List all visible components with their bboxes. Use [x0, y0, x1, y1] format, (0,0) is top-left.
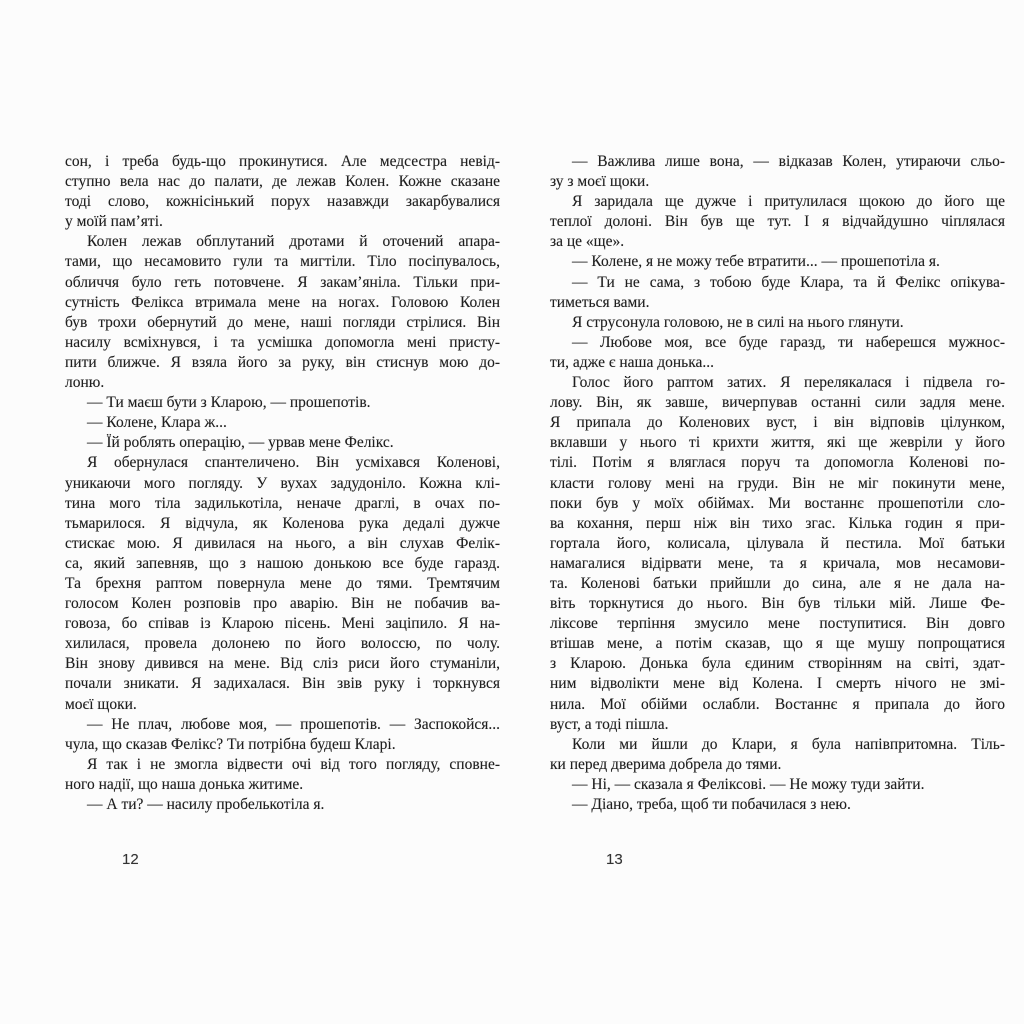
text-line: Коли ми йшли до Клари, я була напівпритомна. Тіль- — [572, 735, 1005, 753]
text-line: зу з моєї щоки. — [550, 173, 650, 191]
text-line: Колен лежав обплутаний дротами й оточений апара- — [87, 233, 500, 251]
text-line: — А ти? — насилу пробелькотіла я. — [87, 796, 325, 813]
text-line: — Колене, я не можу тебе втратити... — прошепотіла я. — [572, 253, 940, 271]
text-line: пити ближче. Я взяла його за руку, він стиснув мою до- — [65, 353, 500, 371]
text-line: — Колене, Клара ж... — [87, 414, 227, 432]
text-line: вуст, а тоді пішла. — [550, 715, 669, 733]
text-line: теплої долоні. Він був ще тут. І я відчайдушно чіплялася — [550, 213, 1005, 231]
text-line: — Ні, — сказала я Феліксові. — Не можу туди зайти. — [572, 775, 925, 793]
text-line: ти, адже є наша донька... — [550, 353, 715, 371]
text-line: Я струсонула головою, не в силі на нього глянути. — [572, 313, 904, 331]
text-line: Я заридала ще дужче і притулилася щокою до його ще — [572, 193, 1005, 211]
text-line: Я так і не змогла відвести очі від того погляду, сповне- — [87, 755, 500, 773]
text-line: моєї щоки. — [65, 695, 137, 713]
text-line: стискає мою. Я дивилася на нього, а він слухав Фелік- — [65, 534, 500, 552]
page-number-right: 13 — [606, 851, 623, 868]
text-line: був трохи обернутий до мене, наші погляди стрілися. Він — [65, 313, 500, 331]
text-line: — Любове моя, все буде гаразд, ти наберешся мужнос- — [572, 333, 1005, 351]
text-line: Та брехня раптом повернула мене до тями. Тремтячим — [65, 574, 500, 592]
page-number-left: 12 — [122, 851, 139, 868]
text-line: — Ти не сама, з тобою буде Клара, та й Фелікс опікува- — [572, 273, 1005, 291]
text-line: почали зникати. Я задихалася. Він звів руку і торкнувся — [65, 675, 500, 693]
text-line: втішав мене, а потім сказав, що я ще мушу попрощатися — [550, 635, 1005, 653]
text-line: — Не плач, любове моя, — прошепотів. — Заспокойся... — [87, 715, 500, 733]
text-line: са, який запевняв, що з нашою донькою все буде гаразд. — [65, 554, 500, 572]
text-line: намагалися відірвати мене, та я кричала, мов несамови- — [550, 554, 1005, 572]
text-line: — Їй роблять операцію, — урвав мене Фелікс. — [87, 434, 394, 452]
text-line: Я припала до Коленових вуст, і він відповів цілунком, — [550, 414, 1005, 432]
text-line: обличчя було геть потовчене. Я закам’яніла. Тільки при- — [65, 273, 500, 291]
text-line: — Важлива лише вона, — відказав Колен, утираючи сльо- — [572, 153, 1005, 170]
text-line: — Ти маєш бути з Кларою, — прошепотів. — [87, 394, 371, 412]
text-line: — Діано, треба, щоб ти побачилася з нею. — [572, 796, 851, 813]
text-line: чула, що сказав Фелікс? Ти потрібна будеш Кларі. — [65, 735, 396, 753]
text-line: тьмарилося. Я відчула, як Коленова рука дедалі дужче — [65, 514, 500, 532]
text-line: уникаючи мого погляду. У вухах задудоніло. Кожна клі- — [65, 474, 500, 492]
text-line: тілі. Потім я вляглася поруч та допомогла Коленові по- — [550, 454, 1005, 472]
text-line: за це «ще». — [550, 233, 625, 251]
text-line: лоню. — [65, 374, 105, 392]
text-line: ного надії, що наша донька житиме. — [65, 775, 304, 793]
text-line: насилу всміхнувся, і та усмішка допомогла мені присту- — [65, 333, 500, 351]
text-line: вклавши у нього ті крихти життя, які ще жевріли у його — [550, 434, 1005, 452]
text-line: ліксове терпіння змусило мене поступитися. Він довго — [550, 615, 1005, 633]
text-line: тами, що несамовито гули та мигтіли. Тіло посіпувалось, — [65, 253, 500, 271]
text-line: тина мого тіла задилькотіла, неначе драглі, в очах по- — [65, 494, 500, 512]
text-line: хилилася, провела долонею по його волоссю, по чолу. — [65, 635, 500, 653]
text-line: ки перед дверима добрела до тями. — [550, 755, 782, 773]
text-line: у моїй пам’яті. — [65, 213, 163, 231]
page-right-text-block — [550, 152, 1005, 815]
text-line: ва кохання, перш ніж він тихо згас. Кілька годин я при- — [550, 514, 1005, 532]
text-line: гортала його, колисала, цілувала й пестила. Мої батьки — [550, 534, 1005, 552]
text-line: тоді слово, кожнісінький порух назавжди закарбувалися — [65, 193, 500, 211]
text-line: Я обернулася спантеличено. Він усміхався Коленові, — [87, 454, 500, 472]
text-line: ступно вела нас до палати, де лежав Колен. Кожне сказане — [65, 173, 500, 191]
text-line: говоза, бо співав із Кларою пісень. Мені заціпило. Я на- — [65, 615, 500, 633]
text-line: сон, і треба будь-що прокинутися. Але медсестра невід- — [65, 153, 500, 170]
text-line: сутність Фелікса втримала мене на ногах. Головою Колен — [65, 293, 500, 311]
text-line: Він знову дивився на мене. Від сліз риси його стуманіли, — [65, 655, 500, 673]
text-line: тиметься вами. — [550, 293, 650, 311]
text-line: нила. Мої обійми ослабли. Востаннє я припала до його — [550, 695, 1005, 713]
text-line: віть торкнутися до нього. Він був тільки мій. Лише Фе- — [550, 595, 1005, 613]
text-line: Голос його раптом затих. Я перелякалася і підвела го- — [572, 374, 1005, 392]
text-line: класти голову мені на груди. Він не міг покинути мене, — [550, 474, 1005, 492]
page-left-text-block — [65, 152, 500, 815]
text-line: з Кларою. Донька була єдиним створінням на світі, здат- — [550, 655, 1005, 673]
text-line: та. Коленові батьки прийшли до сина, але я не дала на- — [550, 574, 1005, 592]
text-line: поки був у моїх обіймах. Ми востаннє прошепотіли сло- — [550, 494, 1005, 512]
text-line: лову. Він, як завше, вичерпував останні сили задля мене. — [550, 394, 1005, 412]
text-line: голосом Колен розповів про аварію. Він не побачив ва- — [65, 595, 500, 613]
text-line: ним відволікти мене від Колена. І смерть нічого не змі- — [550, 675, 1005, 693]
